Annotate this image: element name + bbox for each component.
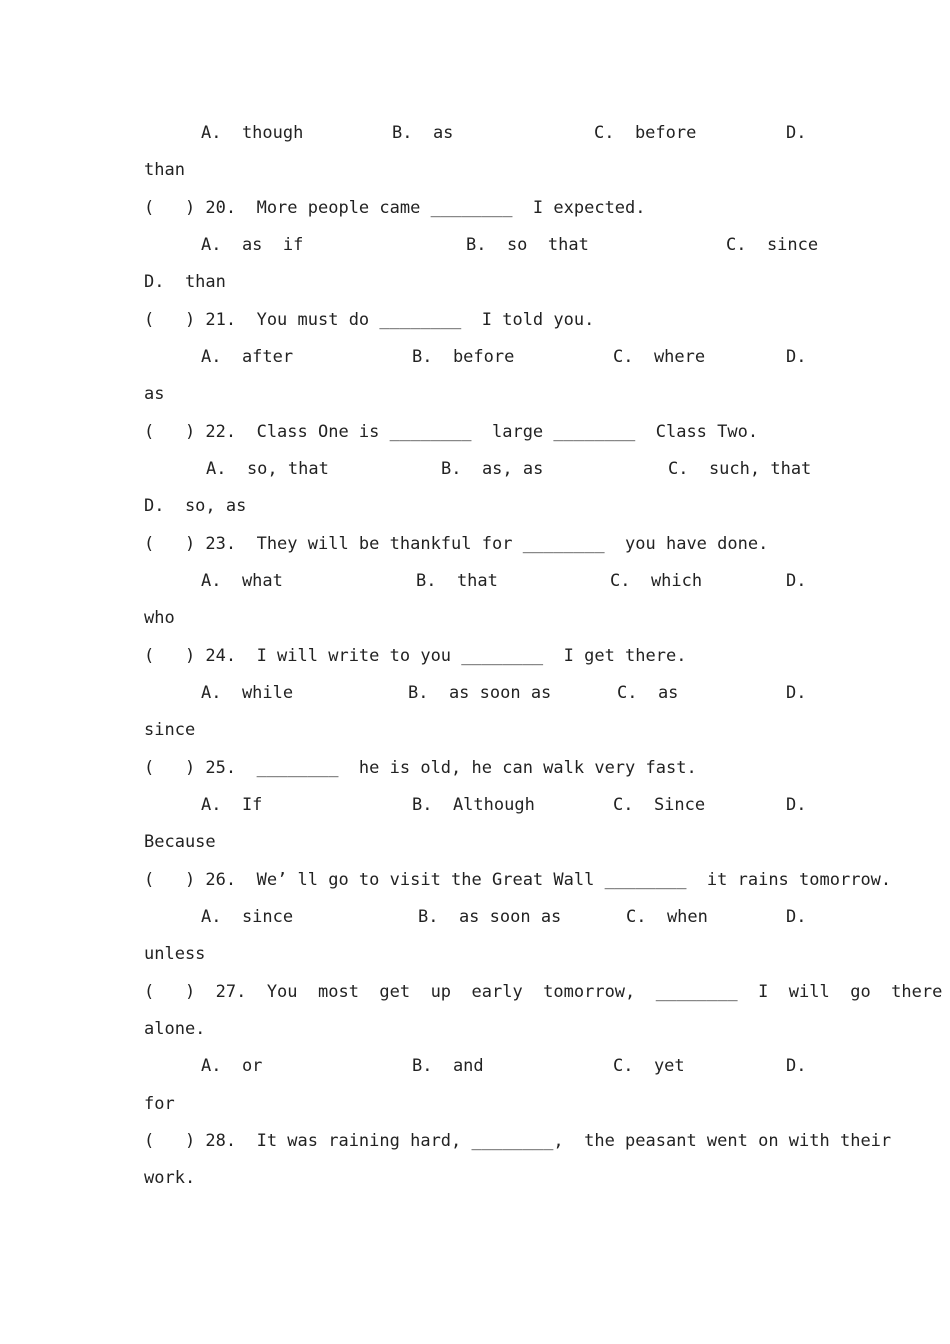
- option-b: B. Although: [412, 795, 535, 815]
- option-c: C. such, that: [668, 459, 812, 479]
- option-wrap: [0, 491, 950, 521]
- options-q26: [0, 902, 950, 932]
- question-text: ( ) 22. Class One is ________ large ________ Class Two.: [144, 422, 759, 442]
- options-q20: [0, 230, 950, 260]
- option-c: C. since: [726, 235, 819, 255]
- option-a: A. or: [201, 1056, 263, 1076]
- option-c: C. as: [617, 683, 679, 703]
- option-a: A. so, that: [206, 459, 329, 479]
- option-d-text: who: [144, 608, 175, 628]
- question-26: [0, 865, 950, 895]
- option-wrap: [0, 603, 950, 633]
- options-q22: [0, 454, 950, 484]
- question-text: ( ) 25. ________ he is old, he can walk very fast.: [144, 758, 697, 778]
- question-text: ( ) 24. I will write to you ________ I get there.: [144, 646, 687, 666]
- option-wrap: [0, 939, 950, 969]
- option-d: D.: [786, 907, 807, 927]
- question-text: ( ) 20. More people came ________ I expected.: [144, 198, 646, 218]
- option-d: D.: [786, 795, 807, 815]
- option-d-text: for: [144, 1094, 175, 1114]
- option-b: B. as soon as: [418, 907, 562, 927]
- option-a: A. after: [201, 347, 294, 367]
- options-q25: [0, 790, 950, 820]
- option-c: C. when: [626, 907, 708, 927]
- option-b: B. as: [392, 123, 454, 143]
- option-d: D.: [786, 1056, 807, 1076]
- question-text: ( ) 28. It was raining hard, ________, the peasant went on with their: [144, 1131, 892, 1151]
- question-text-cont: work.: [144, 1168, 196, 1188]
- options-q23: [0, 566, 950, 596]
- question-text-cont: alone.: [144, 1019, 206, 1039]
- option-wrap: [0, 379, 950, 409]
- question-text: ( ) 21. You must do ________ I told you.: [144, 310, 595, 330]
- question-27: [0, 977, 950, 1007]
- question-text: ( ) 27. You most get up early tomorrow, ________ I will go there: [144, 982, 943, 1002]
- option-b: B. as soon as: [408, 683, 552, 703]
- question-25: [0, 753, 950, 783]
- option-a: A. since: [201, 907, 294, 927]
- option-b: B. so that: [466, 235, 589, 255]
- option-c: C. before: [594, 123, 697, 143]
- question-text: ( ) 23. They will be thankful for ________ you have done.: [144, 534, 769, 554]
- option-wrap: [0, 1089, 950, 1119]
- option-c: C. which: [610, 571, 703, 591]
- option-d-text: since: [144, 720, 196, 740]
- option-b: B. before: [412, 347, 515, 367]
- option-a: A. If: [201, 795, 263, 815]
- options-q19: [0, 118, 950, 148]
- option-d-text: than: [144, 160, 185, 180]
- option-d: D.: [786, 571, 807, 591]
- option-d: D.: [786, 123, 807, 143]
- option-b: B. as, as: [441, 459, 544, 479]
- question-24: [0, 641, 950, 671]
- question-27-wrap: [0, 1014, 950, 1044]
- option-d-text: unless: [144, 944, 206, 964]
- option-wrap: [0, 827, 950, 857]
- option-d: D.: [786, 683, 807, 703]
- question-20: [0, 193, 950, 223]
- option-c: C. where: [613, 347, 706, 367]
- question-28: [0, 1126, 950, 1156]
- option-a: A. as if: [201, 235, 304, 255]
- option-a: A. though: [201, 123, 304, 143]
- option-d-text: as: [144, 384, 165, 404]
- question-28-wrap: [0, 1163, 950, 1193]
- question-text: ( ) 26. We’ ll go to visit the Great Wall ________ it rains tomorrow.: [144, 870, 892, 890]
- question-21: [0, 305, 950, 335]
- question-23: [0, 529, 950, 559]
- option-d: D. than: [144, 272, 226, 292]
- question-22: [0, 417, 950, 447]
- option-d: D.: [786, 347, 807, 367]
- option-b: B. that: [416, 571, 498, 591]
- option-d-text: Because: [144, 832, 216, 852]
- option-d: D. so, as: [144, 496, 247, 516]
- option-c: C. Since: [613, 795, 706, 815]
- option-wrap: [0, 267, 950, 297]
- options-q21: [0, 342, 950, 372]
- option-b: B. and: [412, 1056, 484, 1076]
- option-c: C. yet: [613, 1056, 685, 1076]
- option-a: A. while: [201, 683, 294, 703]
- options-q27: [0, 1051, 950, 1081]
- option-a: A. what: [201, 571, 283, 591]
- option-wrap: [0, 715, 950, 745]
- options-q24: [0, 678, 950, 708]
- option-wrap: [0, 155, 950, 185]
